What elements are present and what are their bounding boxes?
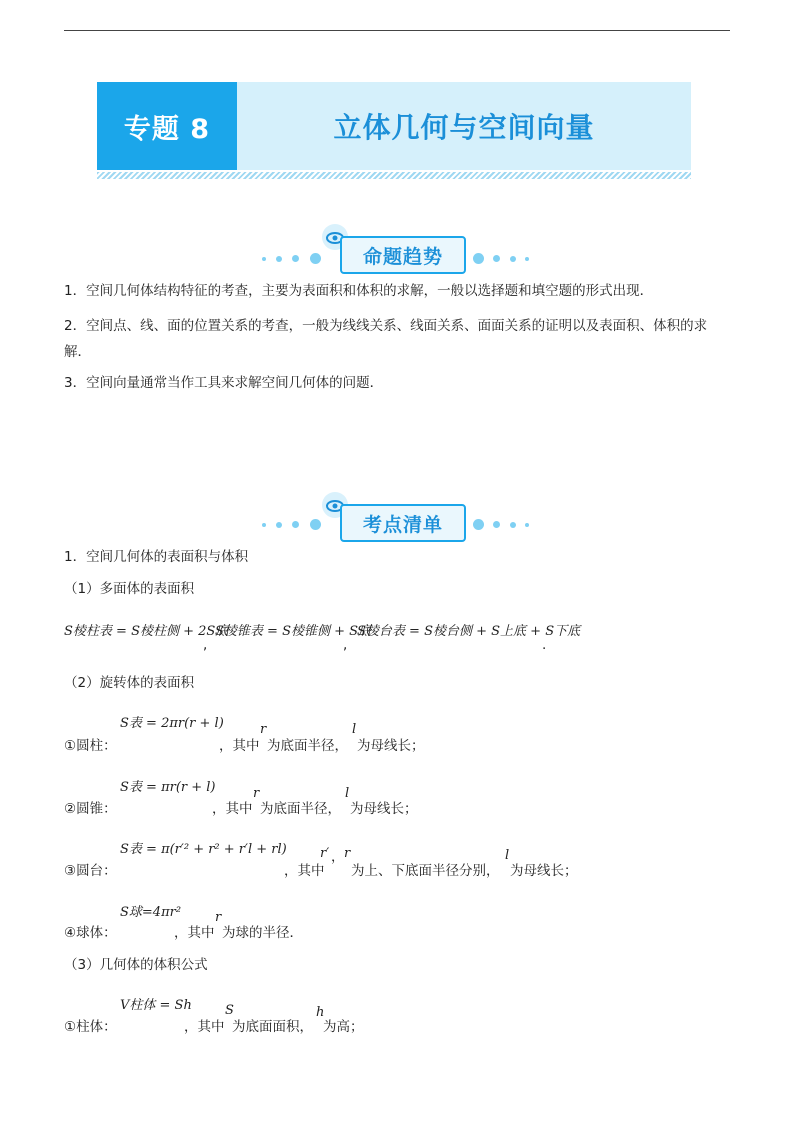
label-cylinder: ①圆柱： [64,738,117,754]
section-title: 命题趋势 [340,236,466,274]
subheading-revolution: （2）旋转体的表面积 [64,675,195,691]
formula-prism-volume: V柱体 = Sh [120,998,192,1013]
label-cone: ②圆锥： [64,801,117,817]
trend-item-2: 2．空间点、线、面的位置关系的考查，一般为线线关系、线面关系、面面关系的证明以及表面积、体积的求解． [64,318,708,360]
formula-frustum: S表 = π(r′² + r² + r′l + rl) [120,842,287,857]
banner-stripe [97,172,691,179]
trend-item-3: 3．空间向量通常当作工具来求解空间几何体的问题． [64,375,384,391]
section-title: 考点清单 [340,504,466,542]
formula-pyramid-surface: S棱锥表 = S棱锥侧 + S底 [215,624,372,639]
label-sphere: ④球体： [64,925,117,941]
label-frustum: ③圆台： [64,863,117,879]
topic-banner [97,82,691,170]
subheading-volume: （3）几何体的体积公式 [64,957,208,973]
topic-title: 立体几何与空间向量 [333,111,595,144]
formula-sphere: S球=4πr² [120,905,182,920]
trend-item-1: 1．空间几何体结构特征的考查，主要为表面积和体积的求解，一般以选择题和填空题的形式出现． [64,283,654,299]
formula-prism-surface: S棱柱表 = S棱柱侧 + 2S底 [64,624,229,639]
header-rule [64,30,730,31]
subheading-polyhedron: （1）多面体的表面积 [64,581,195,597]
section-heading-checklist [0,498,794,548]
label-prism: ①柱体： [64,1019,117,1035]
formula-cone: S表 = πr(r + l) [120,780,216,795]
topic-number-label: 专题 8 [97,82,237,170]
checklist-item-1: 1．空间几何体的表面积与体积 [64,549,249,565]
section-heading-trend [0,230,794,280]
formula-frustum-surface: S棱台表 = S棱台侧 + S上底 + S下底 [357,624,581,639]
formula-cylinder: S表 = 2πr(r + l) [120,716,224,731]
